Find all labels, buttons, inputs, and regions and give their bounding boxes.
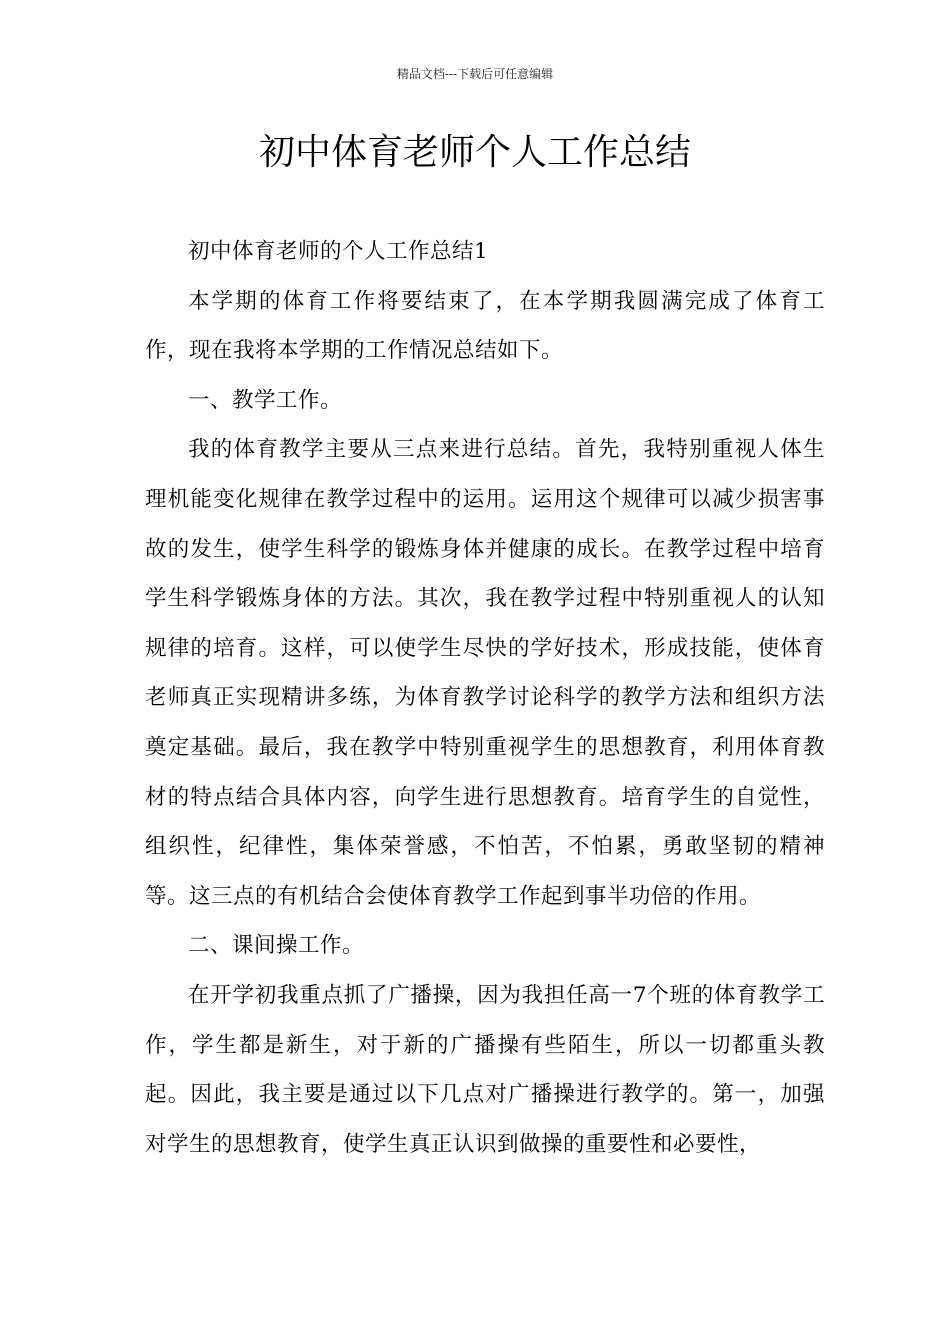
header-note: 精品文档---下载后可任意编辑 [396,67,554,81]
document-body [145,227,825,1169]
section-subtitle: 初中体育老师的个人工作总结1 [188,239,489,264]
teaching-paragraph: 我的体育教学主要从三点来进行总结。首先，我特别重视人体生理机能变化规律在教学过程中的运用。运用这个规律可以减少损害事故的发生，使学生科学的锻炼身体并健康的成长。在教学过程中培育学生科学锻炼身体的方法。其次，我在教学过程中特别重视人的认知规律的培育。这样，可以使学生尽快的学好技术，形成技能，使体育老师真正实现精讲多练，为体育教学讨论科学的教学方法和组织方法奠定基础。最后，我在教学中特别重视学生的思想教育，利用体育教材的特点结合具体内容，向学生进行思想教育。培育学生的自觉性，组织性，纪律性，集体荣誉感，不怕苦，不怕累，勇敢坚韧的精神等。这三点的有机结合会使体育教学工作起到事半功倍的作用。 [145,437,825,909]
section-heading-exercise: 二、课间操工作。 [188,933,365,959]
document-title: 初中体育老师个人工作总结 [258,132,691,173]
intro-paragraph: 本学期的体育工作将要结束了，在本学期我圆满完成了体育工作，现在我将本学期的工作情况总结如下。 [145,288,825,364]
section-heading-teaching: 一、教学工作。 [188,387,343,413]
exercise-paragraph: 在开学初我重点抓了广播操，因为我担任高一7个班的体育教学工作，学生都是新生，对于新的广播操有些陌生，所以一切都重头教起。因此，我主要是通过以下几点对广播操进行教学的。第一，加强对学生的思想教育，使学生真正认识到做操的重要性和必要性， [145,982,825,1157]
